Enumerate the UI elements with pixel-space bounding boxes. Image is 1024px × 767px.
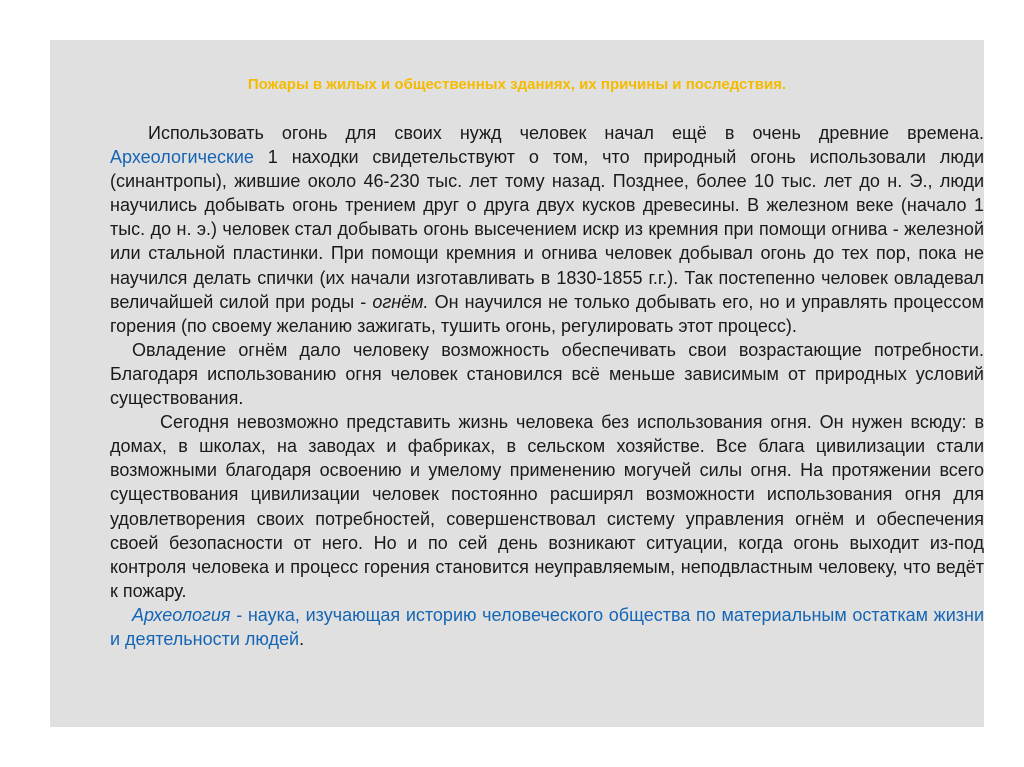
paragraph-today: Сегодня невозможно представить жизнь человека без использования огня. Он нужен всюду: в домах, в школах, на заводах и фабриках, в сельском хозяйстве. Все блага цивилизации стали возможными благодаря освоению и умелому применению могучей силы огня. На протяжении всего существования цивилизации человек постоянно расширял возможности использования огня для удовлетворения своих потребностей, совершенствовал систему управления огнём и обеспечения своей безопасности от него. Но и по сей день возникают ситуации, когда огонь выходит из-под контроля человека и процесс горения становится неуправляемым, неподвластным человеку, что ведёт к пожару. [110,412,984,601]
paragraph-mastery: Овладение огнём дало человеку возможность обеспечивать свои возрастающие потребности. Благодаря использованию огня человек становился всё меньше зависимым от природных условий существования. [110,339,984,409]
p1-text-a: Использовать огонь для своих нужд человек начал ещё в очень древние времена. [148,123,984,143]
body-text [110,121,984,651]
definition-period: . [299,628,305,649]
definition-text: - наука, изучающая историю человеческого общества по материальным остаткам жизни и деятельности людей [110,604,984,649]
definition-term: Археология [132,604,231,625]
p1-text-c: Он научился не только добывать его, но и управлять процессом горения (по своему желанию зажигать, тушить огонь, регулировать этот процесс). [110,291,984,336]
p1-fire-italic: огнём. [372,291,429,312]
slide-title: Пожары в жилых и общественных зданиях, их причины и последствия. [247,76,787,93]
slide-content [50,40,984,727]
p1-text-b: 1 находки свидетельствуют о том, что природный огонь использовали люди (синантропы), жившие около 46-230 тыс. лет тому назад. Позднее, более 10 тыс. лет до н. Э., люди научились добывать огонь трением друг о друга двух кусков древесины. В железном веке (начало 1 тыс. до н. э.) человек стал добывать огонь высечением искр из кремния при помощи огнива - железной или стальной пластинки. При помощи кремния и огнива человек добывал огонь до тех пор, пока не научился делать спички (их начали изготавливать в 1830-1855 г.г.). Так постепенно человек овладевал величайшей силой при роды - [110,147,984,312]
paragraph-definition [110,603,984,651]
archeology-link-word[interactable]: Археологические [110,147,254,168]
paragraph-history [110,121,984,338]
